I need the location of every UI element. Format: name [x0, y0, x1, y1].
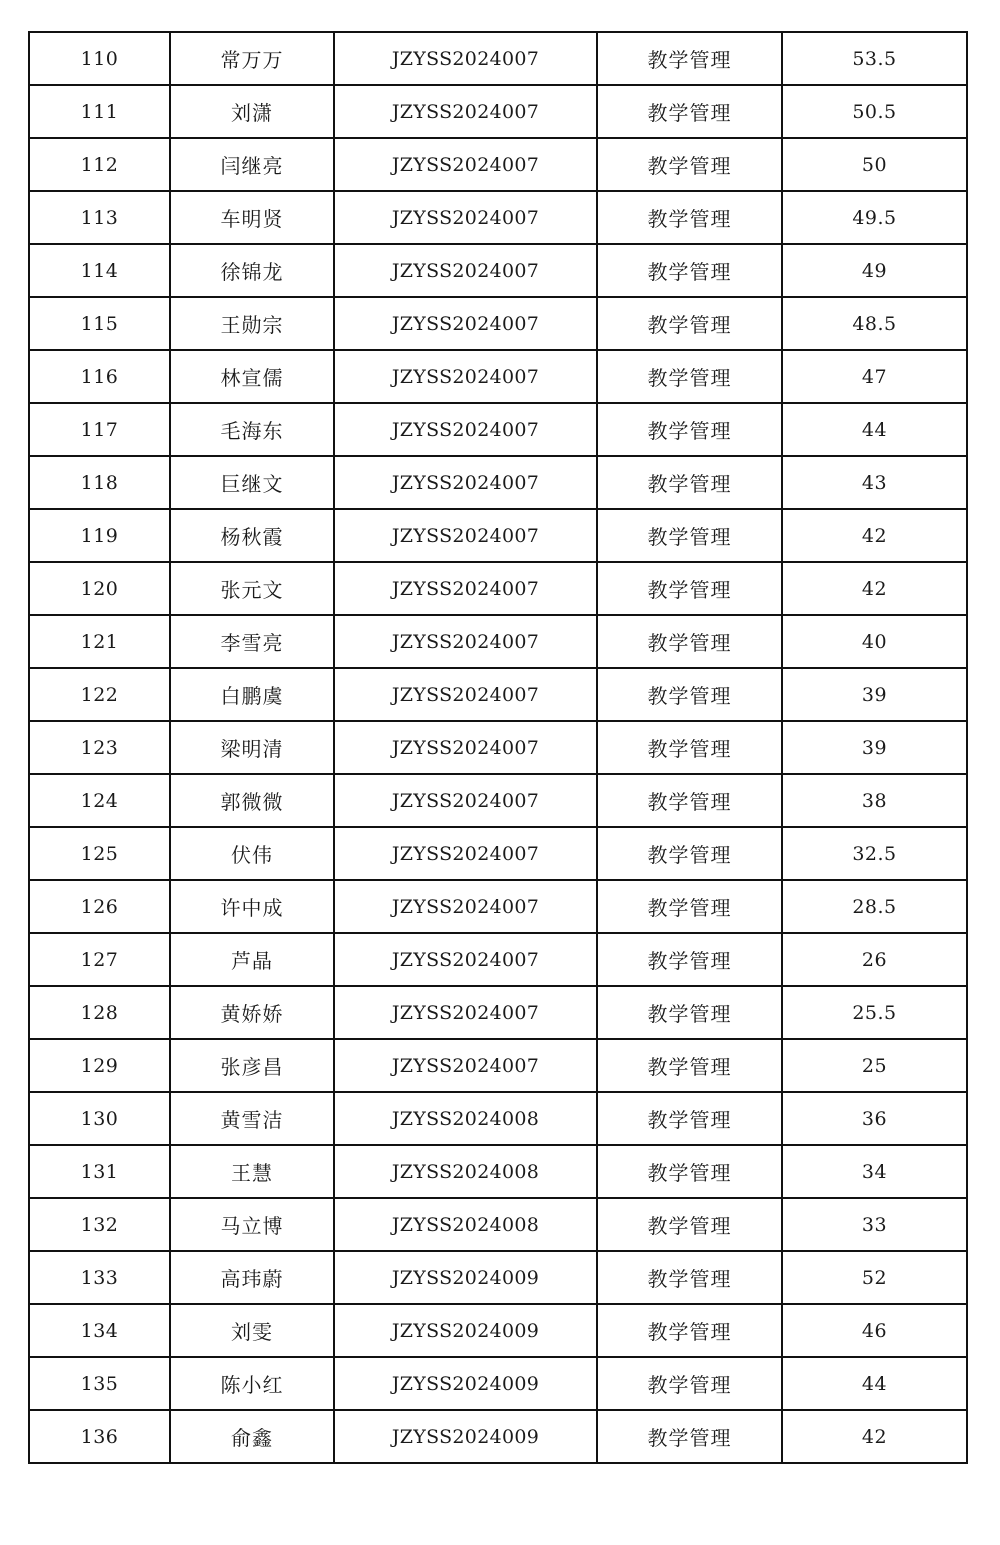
candidate-name-cell: 李雪亮	[170, 615, 334, 668]
score-cell: 38	[782, 774, 967, 827]
table-row	[29, 350, 967, 403]
position-name-cell: 教学管理	[597, 138, 782, 191]
position-name-cell: 教学管理	[597, 1145, 782, 1198]
position-code-cell: JZYSS2024007	[334, 880, 597, 933]
position-code-cell: JZYSS2024007	[334, 1039, 597, 1092]
position-code-cell: JZYSS2024009	[334, 1251, 597, 1304]
results-table-body	[29, 32, 967, 1463]
position-code-cell: JZYSS2024008	[334, 1092, 597, 1145]
position-name-cell: 教学管理	[597, 933, 782, 986]
score-cell: 53.5	[782, 32, 967, 85]
table-row	[29, 1145, 967, 1198]
table-row	[29, 668, 967, 721]
score-cell: 52	[782, 1251, 967, 1304]
candidate-name-cell: 张元文	[170, 562, 334, 615]
candidate-name-cell: 俞鑫	[170, 1410, 334, 1463]
candidate-name-cell: 陈小红	[170, 1357, 334, 1410]
candidate-name-cell: 白鹏虞	[170, 668, 334, 721]
candidate-name-cell: 林宣儒	[170, 350, 334, 403]
row-number-cell: 117	[29, 403, 170, 456]
position-code-cell: JZYSS2024007	[334, 615, 597, 668]
row-number-cell: 123	[29, 721, 170, 774]
table-row	[29, 509, 967, 562]
score-cell: 47	[782, 350, 967, 403]
position-name-cell: 教学管理	[597, 668, 782, 721]
candidate-name-cell: 高玮蔚	[170, 1251, 334, 1304]
candidate-name-cell: 马立博	[170, 1198, 334, 1251]
table-row	[29, 244, 967, 297]
row-number-cell: 112	[29, 138, 170, 191]
table-row	[29, 827, 967, 880]
row-number-cell: 133	[29, 1251, 170, 1304]
score-cell: 39	[782, 668, 967, 721]
position-code-cell: JZYSS2024008	[334, 1198, 597, 1251]
table-row	[29, 562, 967, 615]
position-code-cell: JZYSS2024009	[334, 1410, 597, 1463]
candidate-name-cell: 许中成	[170, 880, 334, 933]
position-name-cell: 教学管理	[597, 880, 782, 933]
position-name-cell: 教学管理	[597, 1198, 782, 1251]
position-name-cell: 教学管理	[597, 1357, 782, 1410]
row-number-cell: 135	[29, 1357, 170, 1410]
row-number-cell: 136	[29, 1410, 170, 1463]
position-code-cell: JZYSS2024007	[334, 509, 597, 562]
score-cell: 26	[782, 933, 967, 986]
position-code-cell: JZYSS2024007	[334, 350, 597, 403]
row-number-cell: 134	[29, 1304, 170, 1357]
position-code-cell: JZYSS2024007	[334, 668, 597, 721]
position-code-cell: JZYSS2024007	[334, 933, 597, 986]
position-code-cell: JZYSS2024007	[334, 85, 597, 138]
position-name-cell: 教学管理	[597, 1410, 782, 1463]
position-code-cell: JZYSS2024009	[334, 1357, 597, 1410]
candidate-name-cell: 王慧	[170, 1145, 334, 1198]
position-code-cell: JZYSS2024007	[334, 403, 597, 456]
score-cell: 25	[782, 1039, 967, 1092]
position-name-cell: 教学管理	[597, 721, 782, 774]
position-code-cell: JZYSS2024009	[334, 1304, 597, 1357]
candidate-name-cell: 徐锦龙	[170, 244, 334, 297]
position-name-cell: 教学管理	[597, 827, 782, 880]
position-name-cell: 教学管理	[597, 350, 782, 403]
position-name-cell: 教学管理	[597, 191, 782, 244]
position-code-cell: JZYSS2024007	[334, 456, 597, 509]
score-cell: 42	[782, 1410, 967, 1463]
candidate-name-cell: 张彦昌	[170, 1039, 334, 1092]
position-code-cell: JZYSS2024007	[334, 986, 597, 1039]
score-cell: 33	[782, 1198, 967, 1251]
table-row	[29, 138, 967, 191]
row-number-cell: 131	[29, 1145, 170, 1198]
row-number-cell: 130	[29, 1092, 170, 1145]
score-cell: 48.5	[782, 297, 967, 350]
row-number-cell: 111	[29, 85, 170, 138]
candidate-name-cell: 毛海东	[170, 403, 334, 456]
position-code-cell: JZYSS2024007	[334, 138, 597, 191]
table-row	[29, 191, 967, 244]
score-cell: 44	[782, 1357, 967, 1410]
candidate-name-cell: 车明贤	[170, 191, 334, 244]
position-code-cell: JZYSS2024007	[334, 721, 597, 774]
table-row	[29, 1357, 967, 1410]
position-code-cell: JZYSS2024007	[334, 827, 597, 880]
candidate-name-cell: 王勋宗	[170, 297, 334, 350]
row-number-cell: 118	[29, 456, 170, 509]
table-row	[29, 615, 967, 668]
table-row	[29, 1251, 967, 1304]
row-number-cell: 116	[29, 350, 170, 403]
row-number-cell: 114	[29, 244, 170, 297]
table-row	[29, 880, 967, 933]
score-cell: 36	[782, 1092, 967, 1145]
table-row	[29, 1039, 967, 1092]
score-cell: 49	[782, 244, 967, 297]
position-code-cell: JZYSS2024008	[334, 1145, 597, 1198]
row-number-cell: 115	[29, 297, 170, 350]
row-number-cell: 122	[29, 668, 170, 721]
score-cell: 40	[782, 615, 967, 668]
row-number-cell: 120	[29, 562, 170, 615]
candidate-name-cell: 常万万	[170, 32, 334, 85]
row-number-cell: 113	[29, 191, 170, 244]
table-row	[29, 1304, 967, 1357]
position-name-cell: 教学管理	[597, 1304, 782, 1357]
position-name-cell: 教学管理	[597, 1039, 782, 1092]
position-name-cell: 教学管理	[597, 1092, 782, 1145]
candidate-name-cell: 杨秋霞	[170, 509, 334, 562]
candidate-name-cell: 刘雯	[170, 1304, 334, 1357]
position-code-cell: JZYSS2024007	[334, 32, 597, 85]
position-name-cell: 教学管理	[597, 509, 782, 562]
row-number-cell: 127	[29, 933, 170, 986]
candidate-name-cell: 梁明清	[170, 721, 334, 774]
score-cell: 39	[782, 721, 967, 774]
score-cell: 44	[782, 403, 967, 456]
candidate-name-cell: 伏伟	[170, 827, 334, 880]
candidate-name-cell: 黄娇娇	[170, 986, 334, 1039]
candidate-name-cell: 郭微微	[170, 774, 334, 827]
table-row	[29, 297, 967, 350]
row-number-cell: 110	[29, 32, 170, 85]
candidate-name-cell: 巨继文	[170, 456, 334, 509]
score-cell: 49.5	[782, 191, 967, 244]
position-name-cell: 教学管理	[597, 297, 782, 350]
table-row	[29, 721, 967, 774]
position-name-cell: 教学管理	[597, 1251, 782, 1304]
candidate-name-cell: 芦晶	[170, 933, 334, 986]
row-number-cell: 128	[29, 986, 170, 1039]
position-name-cell: 教学管理	[597, 403, 782, 456]
score-cell: 34	[782, 1145, 967, 1198]
table-row	[29, 403, 967, 456]
position-code-cell: JZYSS2024007	[334, 191, 597, 244]
table-row	[29, 85, 967, 138]
position-name-cell: 教学管理	[597, 244, 782, 297]
position-name-cell: 教学管理	[597, 32, 782, 85]
score-cell: 28.5	[782, 880, 967, 933]
position-name-cell: 教学管理	[597, 456, 782, 509]
position-code-cell: JZYSS2024007	[334, 562, 597, 615]
score-cell: 42	[782, 562, 967, 615]
table-row	[29, 1198, 967, 1251]
position-name-cell: 教学管理	[597, 562, 782, 615]
table-row	[29, 986, 967, 1039]
candidate-name-cell: 刘潇	[170, 85, 334, 138]
candidate-name-cell: 闫继亮	[170, 138, 334, 191]
candidate-name-cell: 黄雪洁	[170, 1092, 334, 1145]
row-number-cell: 126	[29, 880, 170, 933]
position-name-cell: 教学管理	[597, 774, 782, 827]
row-number-cell: 124	[29, 774, 170, 827]
table-row	[29, 1092, 967, 1145]
score-cell: 46	[782, 1304, 967, 1357]
table-row	[29, 774, 967, 827]
position-name-cell: 教学管理	[597, 615, 782, 668]
position-name-cell: 教学管理	[597, 986, 782, 1039]
score-cell: 43	[782, 456, 967, 509]
table-row	[29, 456, 967, 509]
results-table-container	[28, 31, 966, 1464]
row-number-cell: 121	[29, 615, 170, 668]
score-cell: 50	[782, 138, 967, 191]
position-name-cell: 教学管理	[597, 85, 782, 138]
score-cell: 25.5	[782, 986, 967, 1039]
score-cell: 50.5	[782, 85, 967, 138]
score-cell: 32.5	[782, 827, 967, 880]
table-row	[29, 933, 967, 986]
row-number-cell: 132	[29, 1198, 170, 1251]
score-cell: 42	[782, 509, 967, 562]
results-table	[28, 31, 968, 1464]
row-number-cell: 119	[29, 509, 170, 562]
position-code-cell: JZYSS2024007	[334, 297, 597, 350]
row-number-cell: 129	[29, 1039, 170, 1092]
position-code-cell: JZYSS2024007	[334, 244, 597, 297]
position-code-cell: JZYSS2024007	[334, 774, 597, 827]
table-row	[29, 32, 967, 85]
row-number-cell: 125	[29, 827, 170, 880]
table-row	[29, 1410, 967, 1463]
